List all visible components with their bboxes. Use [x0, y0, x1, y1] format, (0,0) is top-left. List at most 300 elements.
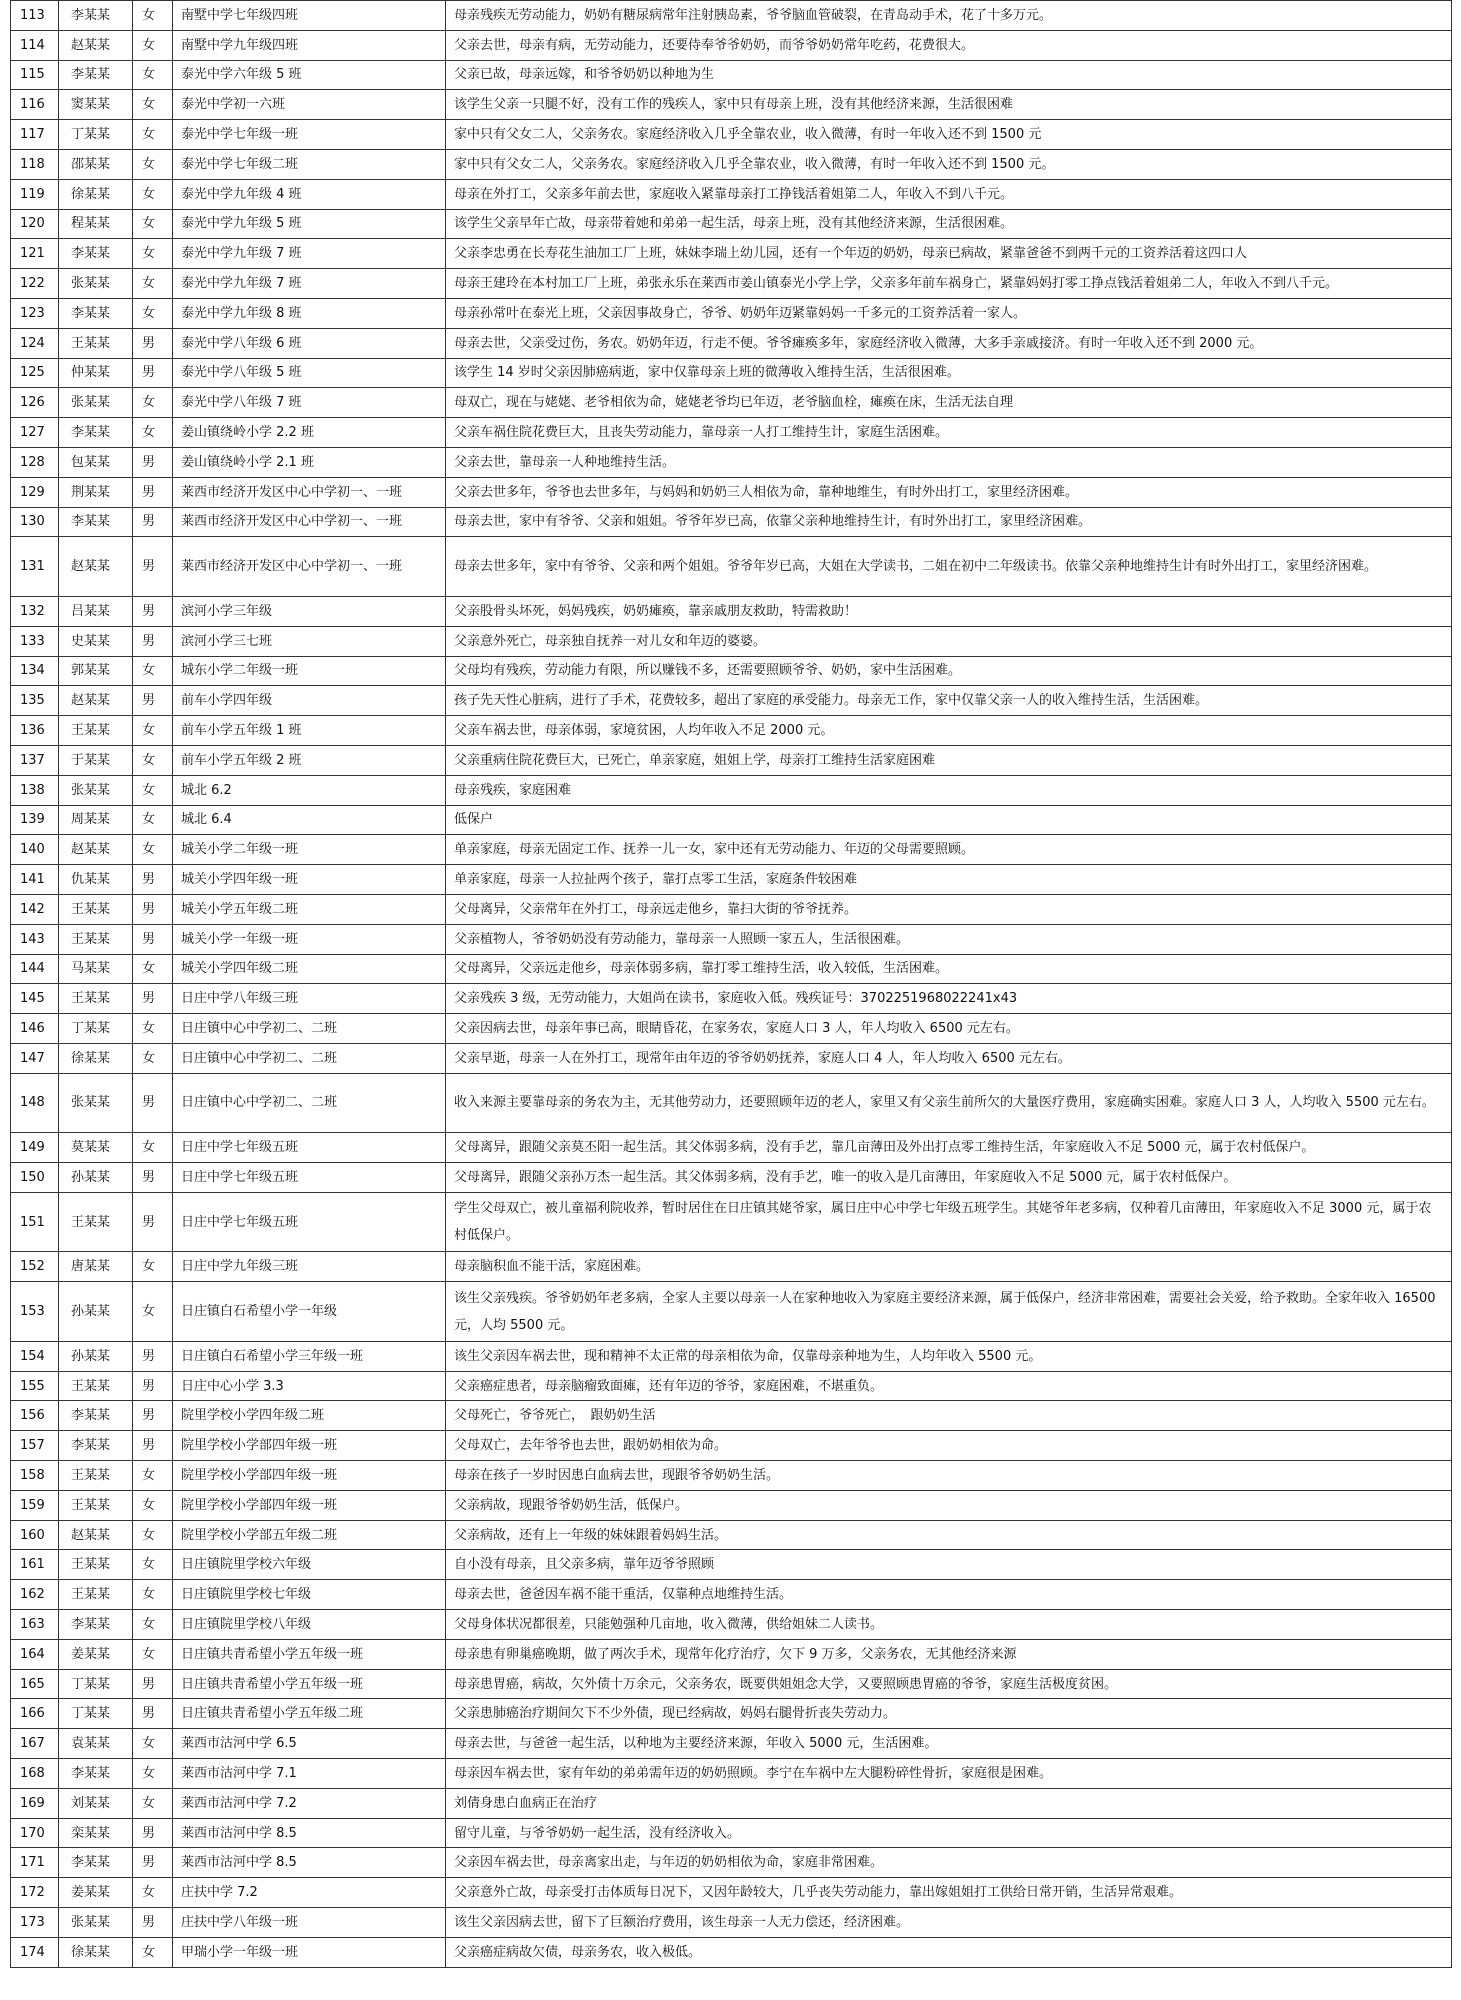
table-row — [11, 865, 1452, 895]
row-number: 125 — [11, 358, 59, 388]
family-situation: 父亲早逝，母亲一人在外打工，现常年由年迈的爷爷奶奶抚养，家庭人口 4 人，年人均收入 6500 元左右。 — [446, 1043, 1452, 1073]
student-school: 城北 6.2 — [173, 775, 446, 805]
student-school: 城北 6.4 — [173, 805, 446, 835]
table-row — [11, 1252, 1452, 1282]
table-body — [11, 1, 1452, 1968]
student-gender: 女 — [133, 90, 173, 120]
student-gender: 女 — [133, 1878, 173, 1908]
row-number: 157 — [11, 1431, 59, 1461]
student-gender: 女 — [133, 269, 173, 299]
row-number: 116 — [11, 90, 59, 120]
row-number: 163 — [11, 1610, 59, 1640]
student-gender: 女 — [133, 1759, 173, 1789]
family-situation: 母亲因车祸去世，家有年幼的弟弟需年迈的奶奶照顾。李宁在车祸中左大腿粉碎性骨折，家庭很是困难。 — [446, 1759, 1452, 1789]
student-school: 前车小学四年级 — [173, 686, 446, 716]
student-name: 刘某某 — [59, 1788, 133, 1818]
student-name: 李某某 — [59, 1610, 133, 1640]
family-situation: 母亲残疾，家庭困难 — [446, 775, 1452, 805]
student-gender: 女 — [133, 716, 173, 746]
student-gender: 女 — [133, 805, 173, 835]
student-gender: 女 — [133, 1639, 173, 1669]
family-situation: 母亲王建玲在本村加工厂上班，弟张永乐在莱西市姜山镇泰光小学上学，父亲多年前车祸身亡，紧靠妈妈打零工挣点钱活着姐弟二人，年收入不到八千元。 — [446, 269, 1452, 299]
table-row — [11, 388, 1452, 418]
student-name: 窦某某 — [59, 90, 133, 120]
student-name: 邵某某 — [59, 149, 133, 179]
family-situation: 母亲去世，与爸爸一起生活，以种地为主要经济来源，年收入 5000 元，生活困难。 — [446, 1729, 1452, 1759]
row-number: 113 — [11, 1, 59, 31]
student-name: 赵某某 — [59, 835, 133, 865]
student-school: 莱西市沽河中学 7.1 — [173, 1759, 446, 1789]
student-school: 泰光中学九年级 7 班 — [173, 269, 446, 299]
student-name: 孙某某 — [59, 1282, 133, 1342]
row-number: 158 — [11, 1461, 59, 1491]
table-row — [11, 716, 1452, 746]
family-situation: 该学生 14 岁时父亲因肺癌病逝，家中仅靠母亲上班的微薄收入维持生活，生活很困难。 — [446, 358, 1452, 388]
family-situation: 自小没有母亲，且父亲多病，靠年迈爷爷照顾 — [446, 1550, 1452, 1580]
student-school: 院里学校小学部四年级一班 — [173, 1431, 446, 1461]
student-school: 日庄中学七年级五班 — [173, 1163, 446, 1193]
student-school: 莱西市沽河中学 8.5 — [173, 1848, 446, 1878]
row-number: 128 — [11, 447, 59, 477]
family-situation: 父亲意外亡故，母亲受打击体质每日况下，又因年龄较大，几乎丧失劳动能力，靠出嫁姐姐打工供给日常开销，生活异常艰难。 — [446, 1878, 1452, 1908]
row-number: 171 — [11, 1848, 59, 1878]
row-number: 143 — [11, 924, 59, 954]
student-gender: 男 — [133, 1341, 173, 1371]
row-number: 166 — [11, 1699, 59, 1729]
table-row — [11, 1401, 1452, 1431]
student-school: 泰光中学九年级 7 班 — [173, 239, 446, 269]
student-name: 王某某 — [59, 1461, 133, 1491]
family-situation: 父亲癌症病故欠债，母亲务农，收入极低。 — [446, 1937, 1452, 1967]
student-school: 滨河小学三年级 — [173, 596, 446, 626]
student-gender: 女 — [133, 120, 173, 150]
student-school: 莱西市经济开发区中心中学初一、一班 — [173, 477, 446, 507]
family-situation: 父亲重病住院花费巨大，已死亡，单亲家庭，姐姐上学，母亲打工维持生活家庭困难 — [446, 745, 1452, 775]
table-row — [11, 1788, 1452, 1818]
row-number: 174 — [11, 1937, 59, 1967]
family-situation: 家中只有父女二人，父亲务农。家庭经济收入几乎全靠农业，收入微薄，有时一年收入还不到 1500 元 — [446, 120, 1452, 150]
student-school: 城关小学二年级一班 — [173, 835, 446, 865]
table-row — [11, 1729, 1452, 1759]
student-name: 李某某 — [59, 298, 133, 328]
family-situation: 母亲去世，爸爸因车祸不能干重活，仅靠种点地维持生活。 — [446, 1580, 1452, 1610]
student-gender: 女 — [133, 835, 173, 865]
student-gender: 女 — [133, 1788, 173, 1818]
student-name: 丁某某 — [59, 1669, 133, 1699]
student-gender: 男 — [133, 1699, 173, 1729]
student-name: 李某某 — [59, 507, 133, 537]
student-school: 泰光中学八年级 5 班 — [173, 358, 446, 388]
student-school: 甲瑞小学一年级一班 — [173, 1937, 446, 1967]
family-situation: 父亲去世多年，爷爷也去世多年，与妈妈和奶奶三人相依为命，靠种地维生，有时外出打工，家里经济困难。 — [446, 477, 1452, 507]
student-gender: 男 — [133, 1192, 173, 1252]
family-situation: 学生父母双亡，被儿童福利院收养，暂时居住在日庄镇其姥爷家，属日庄中心中学七年级五班学生。其姥爷年老多病，仅种着几亩薄田，年家庭收入不足 3000 元，属于农村低保户。 — [446, 1192, 1452, 1252]
family-situation: 父母均有残疾，劳动能力有限，所以赚钱不多，还需要照顾爷爷、奶奶，家中生活困难。 — [446, 656, 1452, 686]
student-name: 徐某某 — [59, 179, 133, 209]
student-gender: 女 — [133, 1252, 173, 1282]
student-gender: 女 — [133, 1461, 173, 1491]
student-school: 日庄中心小学 3.3 — [173, 1371, 446, 1401]
student-name: 史某某 — [59, 626, 133, 656]
family-situation: 母亲去世多年，家中有爷爷、父亲和两个姐姐。爷爷年岁已高，大姐在大学读书，二姐在初中二年级读书。依靠父亲种地维持生计有时外出打工，家里经济困难。 — [446, 537, 1452, 597]
table-row — [11, 894, 1452, 924]
student-gender: 男 — [133, 447, 173, 477]
student-gender: 女 — [133, 775, 173, 805]
family-situation: 单亲家庭，母亲无固定工作、抚养一儿一女，家中还有无劳动能力、年迈的父母需要照顾。 — [446, 835, 1452, 865]
student-name: 丁某某 — [59, 120, 133, 150]
student-name: 王某某 — [59, 1192, 133, 1252]
family-situation: 刘倩身患白血病正在治疗 — [446, 1788, 1452, 1818]
student-gender: 女 — [133, 1490, 173, 1520]
table-row — [11, 984, 1452, 1014]
table-row — [11, 1520, 1452, 1550]
student-name: 王某某 — [59, 1550, 133, 1580]
student-gender: 男 — [133, 1401, 173, 1431]
student-name: 王某某 — [59, 894, 133, 924]
family-situation: 该生父亲因车祸去世，现和精神不太正常的母亲相依为命，仅靠母亲种地为生，人均年收入 5500 元。 — [446, 1341, 1452, 1371]
student-school: 城关小学四年级二班 — [173, 954, 446, 984]
table-row — [11, 269, 1452, 299]
table-row — [11, 1341, 1452, 1371]
row-number: 146 — [11, 1014, 59, 1044]
family-situation: 该生父亲残疾。爷爷奶奶年老多病，全家人主要以母亲一人在家种地收入为家庭主要经济来源，属于低保户，经济非常困难，需要社会关爱，给予救助。全家年收入 16500 元，人均 5500 元。 — [446, 1282, 1452, 1342]
student-school: 泰光中学九年级 4 班 — [173, 179, 446, 209]
row-number: 132 — [11, 596, 59, 626]
student-school: 前车小学五年级 2 班 — [173, 745, 446, 775]
student-school: 院里学校小学部四年级一班 — [173, 1461, 446, 1491]
family-situation: 父母双亡，去年爷爷也去世，跟奶奶相依为命。 — [446, 1431, 1452, 1461]
row-number: 120 — [11, 209, 59, 239]
row-number: 115 — [11, 60, 59, 90]
student-gender: 女 — [133, 239, 173, 269]
student-gender: 男 — [133, 1431, 173, 1461]
student-school: 院里学校小学部四年级一班 — [173, 1490, 446, 1520]
student-school: 日庄镇白石希望小学三年级一班 — [173, 1341, 446, 1371]
table-row — [11, 1043, 1452, 1073]
row-number: 142 — [11, 894, 59, 924]
student-school: 姜山镇绕岭小学 2.2 班 — [173, 418, 446, 448]
row-number: 151 — [11, 1192, 59, 1252]
family-situation: 收入来源主要靠母亲的务农为主，无其他劳动力，还要照顾年迈的老人，家里又有父亲生前所欠的大量医疗费用，家庭确实困难。家庭人口 3 人，人均收入 5500 元左右。 — [446, 1073, 1452, 1133]
row-number: 121 — [11, 239, 59, 269]
student-name: 李某某 — [59, 239, 133, 269]
table-row — [11, 1073, 1452, 1133]
student-school: 泰光中学八年级 6 班 — [173, 328, 446, 358]
table-row — [11, 239, 1452, 269]
family-situation: 留守儿童，与爷爷奶奶一起生活，没有经济收入。 — [446, 1818, 1452, 1848]
table-row — [11, 1163, 1452, 1193]
table-row — [11, 745, 1452, 775]
table-row — [11, 1610, 1452, 1640]
student-school: 日庄镇中心中学初二、二班 — [173, 1073, 446, 1133]
family-situation: 母亲孙常叶在泰光上班，父亲因事故身亡，爷爷、奶奶年迈紧靠妈妈一千多元的工资养活着一家人。 — [446, 298, 1452, 328]
table-row — [11, 209, 1452, 239]
student-name: 徐某某 — [59, 1043, 133, 1073]
student-name: 张某某 — [59, 1073, 133, 1133]
student-name: 程某某 — [59, 209, 133, 239]
student-school: 日庄镇院里学校七年级 — [173, 1580, 446, 1610]
student-gender: 女 — [133, 656, 173, 686]
student-school: 南墅中学九年级四班 — [173, 30, 446, 60]
student-gender: 男 — [133, 1669, 173, 1699]
student-school: 日庄镇中心中学初二、二班 — [173, 1014, 446, 1044]
student-name: 莫某某 — [59, 1133, 133, 1163]
student-name: 马某某 — [59, 954, 133, 984]
family-situation: 父母离异，父亲常年在外打工，母亲远走他乡，靠扫大街的爷爷抚养。 — [446, 894, 1452, 924]
family-situation: 父亲已故，母亲远嫁，和爷爷奶奶以种地为生 — [446, 60, 1452, 90]
student-school: 泰光中学七年级一班 — [173, 120, 446, 150]
row-number: 156 — [11, 1401, 59, 1431]
row-number: 159 — [11, 1490, 59, 1520]
row-number: 170 — [11, 1818, 59, 1848]
student-school: 日庄中学九年级三班 — [173, 1252, 446, 1282]
family-situation: 该学生父亲一只腿不好，没有工作的残疾人，家中只有母亲上班，没有其他经济来源，生活很困难 — [446, 90, 1452, 120]
student-school: 泰光中学初一六班 — [173, 90, 446, 120]
row-number: 150 — [11, 1163, 59, 1193]
row-number: 173 — [11, 1908, 59, 1938]
student-gender: 男 — [133, 1163, 173, 1193]
student-school: 庄扶中学八年级一班 — [173, 1908, 446, 1938]
table-row — [11, 835, 1452, 865]
student-gender: 女 — [133, 1282, 173, 1342]
table-row — [11, 686, 1452, 716]
student-name: 李某某 — [59, 60, 133, 90]
student-gender: 男 — [133, 507, 173, 537]
row-number: 152 — [11, 1252, 59, 1282]
student-gender: 女 — [133, 1133, 173, 1163]
student-school: 滨河小学三七班 — [173, 626, 446, 656]
table-row — [11, 1878, 1452, 1908]
student-name: 王某某 — [59, 1490, 133, 1520]
student-name: 王某某 — [59, 1580, 133, 1610]
student-name: 赵某某 — [59, 30, 133, 60]
row-number: 145 — [11, 984, 59, 1014]
student-school: 莱西市沽河中学 7.2 — [173, 1788, 446, 1818]
row-number: 124 — [11, 328, 59, 358]
student-name: 仇某某 — [59, 865, 133, 895]
student-name: 姜某某 — [59, 1639, 133, 1669]
family-situation: 父亲车祸去世，母亲体弱，家境贫困，人均年收入不足 2000 元。 — [446, 716, 1452, 746]
student-name: 包某某 — [59, 447, 133, 477]
table-row — [11, 90, 1452, 120]
student-name: 王某某 — [59, 328, 133, 358]
row-number: 162 — [11, 1580, 59, 1610]
table-row — [11, 1818, 1452, 1848]
student-school: 南墅中学七年级四班 — [173, 1, 446, 31]
family-situation: 母亲去世，家中有爷爷、父亲和姐姐。爷爷年岁已高，依靠父亲种地维持生计，有时外出打工，家里经济困难。 — [446, 507, 1452, 537]
student-school: 日庄镇院里学校六年级 — [173, 1550, 446, 1580]
family-situation: 该学生父亲早年亡故，母亲带着她和弟弟一起生活，母亲上班，没有其他经济来源，生活很困难。 — [446, 209, 1452, 239]
table-row — [11, 1908, 1452, 1938]
table-row — [11, 447, 1452, 477]
student-gender: 男 — [133, 358, 173, 388]
student-school: 姜山镇绕岭小学 2.1 班 — [173, 447, 446, 477]
row-number: 126 — [11, 388, 59, 418]
student-gender: 男 — [133, 1371, 173, 1401]
student-gender: 女 — [133, 209, 173, 239]
row-number: 153 — [11, 1282, 59, 1342]
family-situation: 父亲去世，母亲有病，无劳动能力，还要侍奉爷爷奶奶，而爷爷奶奶常年吃药，花费很大。 — [446, 30, 1452, 60]
table-row — [11, 298, 1452, 328]
student-name: 郭某某 — [59, 656, 133, 686]
student-school: 日庄镇白石希望小学一年级 — [173, 1282, 446, 1342]
family-situation: 父亲因车祸去世，母亲离家出走，与年迈的奶奶相依为命，家庭非常困难。 — [446, 1848, 1452, 1878]
student-school: 泰光中学六年级 5 班 — [173, 60, 446, 90]
student-school: 日庄中学七年级五班 — [173, 1192, 446, 1252]
row-number: 169 — [11, 1788, 59, 1818]
table-row — [11, 507, 1452, 537]
table-row — [11, 1282, 1452, 1342]
table-row — [11, 1937, 1452, 1967]
student-name: 李某某 — [59, 1431, 133, 1461]
student-gender: 女 — [133, 30, 173, 60]
row-number: 140 — [11, 835, 59, 865]
student-name: 李某某 — [59, 1759, 133, 1789]
row-number: 172 — [11, 1878, 59, 1908]
table-row — [11, 924, 1452, 954]
table-row — [11, 1550, 1452, 1580]
student-name: 吕某某 — [59, 596, 133, 626]
row-number: 127 — [11, 418, 59, 448]
row-number: 134 — [11, 656, 59, 686]
student-gender: 女 — [133, 1937, 173, 1967]
table-row — [11, 1699, 1452, 1729]
student-name: 赵某某 — [59, 1520, 133, 1550]
row-number: 119 — [11, 179, 59, 209]
row-number: 141 — [11, 865, 59, 895]
family-situation: 母亲在外打工，父亲多年前去世，家庭收入紧靠母亲打工挣钱活着姐第二人，年收入不到八千元。 — [446, 179, 1452, 209]
row-number: 165 — [11, 1669, 59, 1699]
row-number: 144 — [11, 954, 59, 984]
student-gender: 女 — [133, 179, 173, 209]
row-number: 164 — [11, 1639, 59, 1669]
row-number: 139 — [11, 805, 59, 835]
student-school: 泰光中学八年级 7 班 — [173, 388, 446, 418]
student-gender: 男 — [133, 537, 173, 597]
family-situation: 母亲去世，父亲受过伤，务农。奶奶年迈，行走不便。爷爷瘫痪多年，家庭经济收入微薄，大多手亲戚接济。有时一年收入还不到 2000 元。 — [446, 328, 1452, 358]
family-situation: 家中只有父女二人，父亲务农。家庭经济收入几乎全靠农业，收入微薄，有时一年收入还不到 1500 元。 — [446, 149, 1452, 179]
family-situation: 母亲在孩子一岁时因患白血病去世，现跟爷爷奶奶生活。 — [446, 1461, 1452, 1491]
student-table — [10, 0, 1452, 1968]
table-row — [11, 1014, 1452, 1044]
table-row — [11, 1192, 1452, 1252]
family-situation: 低保户 — [446, 805, 1452, 835]
student-gender: 女 — [133, 954, 173, 984]
student-gender: 女 — [133, 298, 173, 328]
student-gender: 男 — [133, 865, 173, 895]
student-name: 李某某 — [59, 1, 133, 31]
student-gender: 女 — [133, 418, 173, 448]
student-name: 张某某 — [59, 775, 133, 805]
family-situation: 父亲病故，还有上一年级的妹妹跟着妈妈生活。 — [446, 1520, 1452, 1550]
student-school: 日庄镇共青希望小学五年级二班 — [173, 1699, 446, 1729]
table-row — [11, 1490, 1452, 1520]
family-situation: 父亲股骨头坏死，妈妈残疾，奶奶瘫痪，靠亲戚朋友救助，特需救助！ — [446, 596, 1452, 626]
student-name: 丁某某 — [59, 1699, 133, 1729]
student-gender: 女 — [133, 1, 173, 31]
student-gender: 男 — [133, 477, 173, 507]
student-name: 李某某 — [59, 1848, 133, 1878]
row-number: 135 — [11, 686, 59, 716]
student-gender: 男 — [133, 596, 173, 626]
family-situation: 父亲癌症患者，母亲脑瘤致面瘫，还有年迈的爷爷，家庭困难，不堪重负。 — [446, 1371, 1452, 1401]
family-situation: 父亲去世，靠母亲一人种地维持生活。 — [446, 447, 1452, 477]
table-row — [11, 60, 1452, 90]
student-name: 丁某某 — [59, 1014, 133, 1044]
family-situation: 单亲家庭，母亲一人拉扯两个孩子，靠打点零工生活，家庭条件较困难 — [446, 865, 1452, 895]
table-row — [11, 120, 1452, 150]
row-number: 136 — [11, 716, 59, 746]
student-gender: 女 — [133, 1014, 173, 1044]
row-number: 155 — [11, 1371, 59, 1401]
row-number: 131 — [11, 537, 59, 597]
student-school: 城关小学五年级二班 — [173, 894, 446, 924]
student-school: 日庄镇共青希望小学五年级一班 — [173, 1669, 446, 1699]
table-row — [11, 1, 1452, 31]
student-name: 袁某某 — [59, 1729, 133, 1759]
student-name: 李某某 — [59, 418, 133, 448]
student-school: 莱西市经济开发区中心中学初一、一班 — [173, 537, 446, 597]
student-gender: 女 — [133, 745, 173, 775]
table-row — [11, 805, 1452, 835]
student-gender: 女 — [133, 60, 173, 90]
row-number: 167 — [11, 1729, 59, 1759]
table-row — [11, 596, 1452, 626]
family-situation: 母亲患胃癌，病故，欠外债十万余元，父亲务农，既要供姐姐念大学，又要照顾患胃癌的爷爷，家庭生活极度贫困。 — [446, 1669, 1452, 1699]
student-name: 姜某某 — [59, 1878, 133, 1908]
row-number: 161 — [11, 1550, 59, 1580]
student-name: 于某某 — [59, 745, 133, 775]
table-row — [11, 1639, 1452, 1669]
family-situation: 父母离异，父亲远走他乡，母亲体弱多病，靠打零工维持生活，收入较低，生活困难。 — [446, 954, 1452, 984]
student-name: 张某某 — [59, 269, 133, 299]
student-gender: 男 — [133, 894, 173, 924]
student-school: 日庄镇院里学校八年级 — [173, 1610, 446, 1640]
family-situation: 母亲脑积血不能干活，家庭困难。 — [446, 1252, 1452, 1282]
table-row — [11, 626, 1452, 656]
student-name: 王某某 — [59, 1371, 133, 1401]
table-row — [11, 328, 1452, 358]
family-situation: 父母死亡，爷爷死亡， 跟奶奶生活 — [446, 1401, 1452, 1431]
student-school: 莱西市经济开发区中心中学初一、一班 — [173, 507, 446, 537]
row-number: 118 — [11, 149, 59, 179]
student-name: 王某某 — [59, 924, 133, 954]
student-school: 莱西市沽河中学 6.5 — [173, 1729, 446, 1759]
student-name: 张某某 — [59, 1908, 133, 1938]
student-name: 王某某 — [59, 716, 133, 746]
row-number: 129 — [11, 477, 59, 507]
student-gender: 女 — [133, 388, 173, 418]
row-number: 137 — [11, 745, 59, 775]
row-number: 117 — [11, 120, 59, 150]
table-row — [11, 477, 1452, 507]
row-number: 138 — [11, 775, 59, 805]
student-name: 徐某某 — [59, 1937, 133, 1967]
student-school: 泰光中学九年级 5 班 — [173, 209, 446, 239]
row-number: 122 — [11, 269, 59, 299]
student-gender: 女 — [133, 1580, 173, 1610]
student-school: 院里学校小学四年级二班 — [173, 1401, 446, 1431]
family-situation: 父母身体状况都很差，只能勉强种几亩地，收入微薄，供给姐妹二人读书。 — [446, 1610, 1452, 1640]
student-school: 城东小学二年级一班 — [173, 656, 446, 686]
student-name: 赵某某 — [59, 686, 133, 716]
family-situation: 父母离异，跟随父亲孙万杰一起生活。其父体弱多病，没有手艺，唯一的收入是几亩薄田，年家庭收入不足 5000 元，属于农村低保户。 — [446, 1163, 1452, 1193]
student-name: 仲某某 — [59, 358, 133, 388]
row-number: 160 — [11, 1520, 59, 1550]
student-school: 城关小学四年级一班 — [173, 865, 446, 895]
student-name: 孙某某 — [59, 1163, 133, 1193]
student-gender: 女 — [133, 1729, 173, 1759]
